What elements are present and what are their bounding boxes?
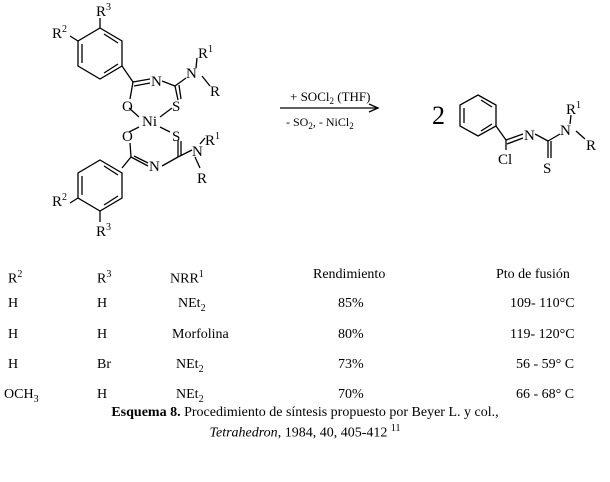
reagent-top: + SOCl$_2$ (THF)	[290, 89, 371, 106]
atom-r3-top: $R^3$	[96, 2, 112, 20]
caption-label: Esquema 8.	[111, 405, 181, 420]
header-nrr1: NRR$^1$	[170, 269, 204, 287]
atom-n-bottom: N	[149, 159, 160, 175]
atom-n-product: N	[524, 128, 535, 144]
atom-r1-bottom: $R^1$	[205, 131, 221, 149]
cell-nrr1: NEt$_2$	[176, 357, 204, 375]
cell-r2: H	[8, 296, 19, 311]
cell-nrr1: Morfolina	[172, 327, 229, 342]
atom-n-top: N	[151, 74, 162, 90]
atom-r1-product: $R^1$	[566, 100, 582, 118]
cell-r2: $OCH_3$	[4, 387, 39, 405]
atom-r-bottom: R	[197, 171, 208, 187]
reference-number: 11	[390, 423, 401, 434]
atom-r3-bottom: $R^3$	[96, 222, 112, 240]
atom-r1-top: $R^1$	[198, 44, 214, 62]
atom-cl-product: Cl	[498, 152, 513, 168]
cell-r3: H	[97, 327, 108, 342]
atom-o-bottom: O	[122, 129, 133, 145]
atom-s-product: S	[543, 161, 552, 177]
cell-yield: 85%	[338, 296, 364, 311]
atom-nr1-bottom: N	[192, 144, 203, 160]
atom-r-top: R	[210, 84, 221, 100]
cell-melting-point: 56 - 59° C	[516, 357, 575, 372]
atom-s-top: S	[172, 99, 181, 115]
stoichiometric-coefficient: 2	[432, 101, 445, 130]
caption-citation: Tetrahedron, 1984, 40, 405-412 $^{11}$	[209, 423, 401, 441]
cell-r2: H	[8, 357, 19, 372]
cell-melting-point: 119- 120°C	[510, 327, 575, 342]
header-r3: $R^3$	[97, 269, 112, 287]
atom-s-bottom: S	[172, 129, 181, 145]
top-benzene-ring	[78, 28, 122, 79]
bottom-benzene-ring	[78, 160, 122, 211]
atom-r2-top: $R^2$	[52, 24, 68, 42]
cell-nrr1: NEt$_2$	[176, 387, 204, 405]
header-yield: Rendimiento	[313, 267, 386, 282]
cell-nrr1: NEt$_2$	[178, 296, 206, 314]
cell-r3: H	[97, 387, 108, 402]
figure-caption	[0, 405, 610, 421]
header-melting-point: Pto de fusión	[496, 267, 570, 282]
journal-name: Tetrahedron	[209, 425, 278, 441]
atom-nr1-product: N	[560, 123, 571, 139]
product-benzene-ring	[460, 95, 496, 136]
atom-r-product: R	[586, 138, 597, 154]
atom-nr1-top: N	[186, 66, 197, 82]
cell-r3: H	[97, 296, 108, 311]
cell-yield: 73%	[338, 357, 364, 372]
cell-melting-point: 66 - 68° C	[516, 387, 575, 402]
reagent-bottom: - $SO_2$, - NiCl$_2$	[286, 115, 354, 131]
atom-r2-bottom: $R^2$	[52, 192, 68, 210]
cell-r2: H	[8, 327, 19, 342]
atom-o-top: O	[122, 99, 133, 115]
cell-yield: 80%	[338, 327, 364, 342]
cell-r3: Br	[97, 357, 111, 372]
atom-ni: Ni	[142, 114, 157, 130]
header-r2: $R^2$	[8, 269, 23, 287]
cell-melting-point: 109- 110°C	[510, 296, 575, 311]
cell-yield: 70%	[338, 387, 364, 402]
caption-text: Procedimiento de síntesis propuesto por Beyer L. y col.,	[180, 405, 499, 420]
